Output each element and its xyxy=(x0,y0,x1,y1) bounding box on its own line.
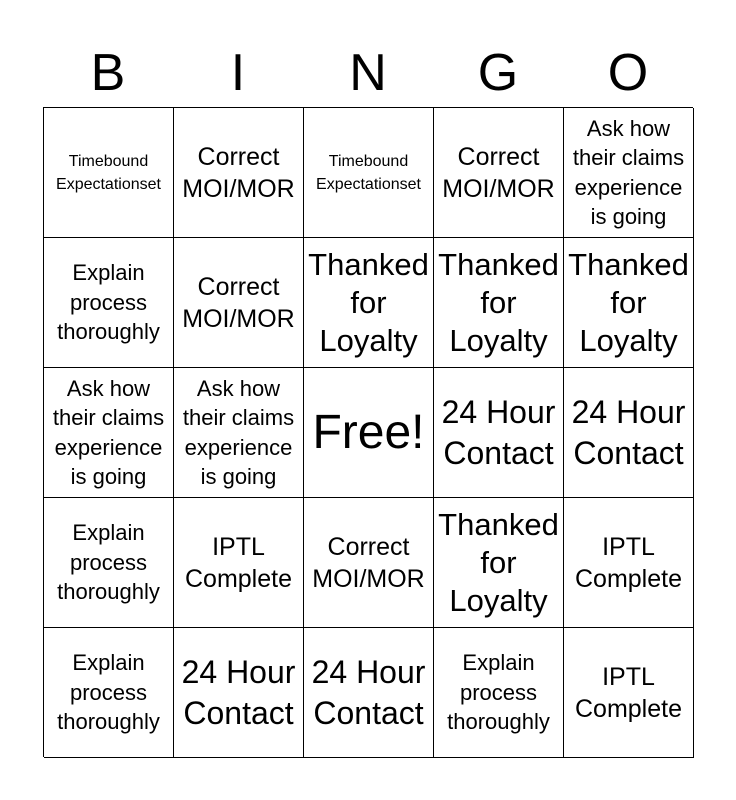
cell-label: Explain process thoroughly xyxy=(57,520,160,605)
cell-label: Correct MOI/MOR xyxy=(442,142,555,203)
header-letter-g: G xyxy=(477,44,519,102)
cell-label: 24 Hour Contact xyxy=(181,653,296,731)
bingo-cell[interactable] xyxy=(174,498,304,628)
cell-label: Correct MOI/MOR xyxy=(182,272,295,333)
bingo-cell[interactable] xyxy=(174,628,304,758)
bingo-cell[interactable] xyxy=(44,238,174,368)
cell-label: Correct MOI/MOR xyxy=(182,142,295,203)
bingo-cell[interactable] xyxy=(174,108,304,238)
cell-label: Explain process thoroughly xyxy=(57,260,160,345)
bingo-cell[interactable] xyxy=(564,368,694,498)
bingo-cell[interactable] xyxy=(304,238,434,368)
cell-label: Ask how their claims experience is going xyxy=(52,375,165,489)
bingo-cell[interactable] xyxy=(44,628,174,758)
cell-label: Ask how their claims experience is going xyxy=(572,115,685,229)
header-letter-n: N xyxy=(349,44,387,102)
free-space-cell[interactable] xyxy=(304,368,434,498)
bingo-cell[interactable] xyxy=(564,108,694,238)
bingo-cell[interactable] xyxy=(174,238,304,368)
cell-label: Thanked for Loyalty xyxy=(438,506,559,618)
bingo-cell[interactable] xyxy=(434,498,564,628)
cell-label: Thanked for Loyalty xyxy=(438,246,559,358)
cell-label: Timebound Expectationset xyxy=(56,152,161,193)
cell-label: Timebound Expectationset xyxy=(316,152,421,193)
bingo-cell[interactable] xyxy=(174,368,304,498)
cell-label: IPTL Complete xyxy=(575,662,682,723)
cell-label: 24 Hour Contact xyxy=(571,393,686,471)
bingo-cell[interactable] xyxy=(434,108,564,238)
cell-label: Explain process thoroughly xyxy=(447,650,550,735)
header-letter-o: O xyxy=(607,44,649,102)
header-letter-b: B xyxy=(90,44,126,102)
bingo-cell[interactable] xyxy=(304,108,434,238)
bingo-cell[interactable] xyxy=(434,368,564,498)
header-letter-i: I xyxy=(230,44,246,102)
cell-label: Thanked for Loyalty xyxy=(308,246,429,358)
bingo-grid xyxy=(43,107,693,757)
bingo-cell[interactable] xyxy=(564,238,694,368)
bingo-cell[interactable] xyxy=(564,628,694,758)
bingo-cell[interactable] xyxy=(304,628,434,758)
cell-label: 24 Hour Contact xyxy=(311,653,426,731)
cell-label: Ask how their claims experience is going xyxy=(182,375,295,489)
free-space-label: Free! xyxy=(312,405,425,459)
bingo-cell[interactable] xyxy=(44,108,174,238)
bingo-cell[interactable] xyxy=(304,498,434,628)
bingo-cell[interactable] xyxy=(564,498,694,628)
cell-label: Explain process thoroughly xyxy=(57,650,160,735)
bingo-header xyxy=(43,42,693,104)
bingo-cell[interactable] xyxy=(434,628,564,758)
cell-label: IPTL Complete xyxy=(575,532,682,593)
bingo-cell[interactable] xyxy=(434,238,564,368)
cell-label: Thanked for Loyalty xyxy=(568,246,689,358)
cell-label: Correct MOI/MOR xyxy=(312,532,425,593)
bingo-cell[interactable] xyxy=(44,368,174,498)
bingo-cell[interactable] xyxy=(44,498,174,628)
cell-label: 24 Hour Contact xyxy=(441,393,556,471)
cell-label: IPTL Complete xyxy=(185,532,292,593)
